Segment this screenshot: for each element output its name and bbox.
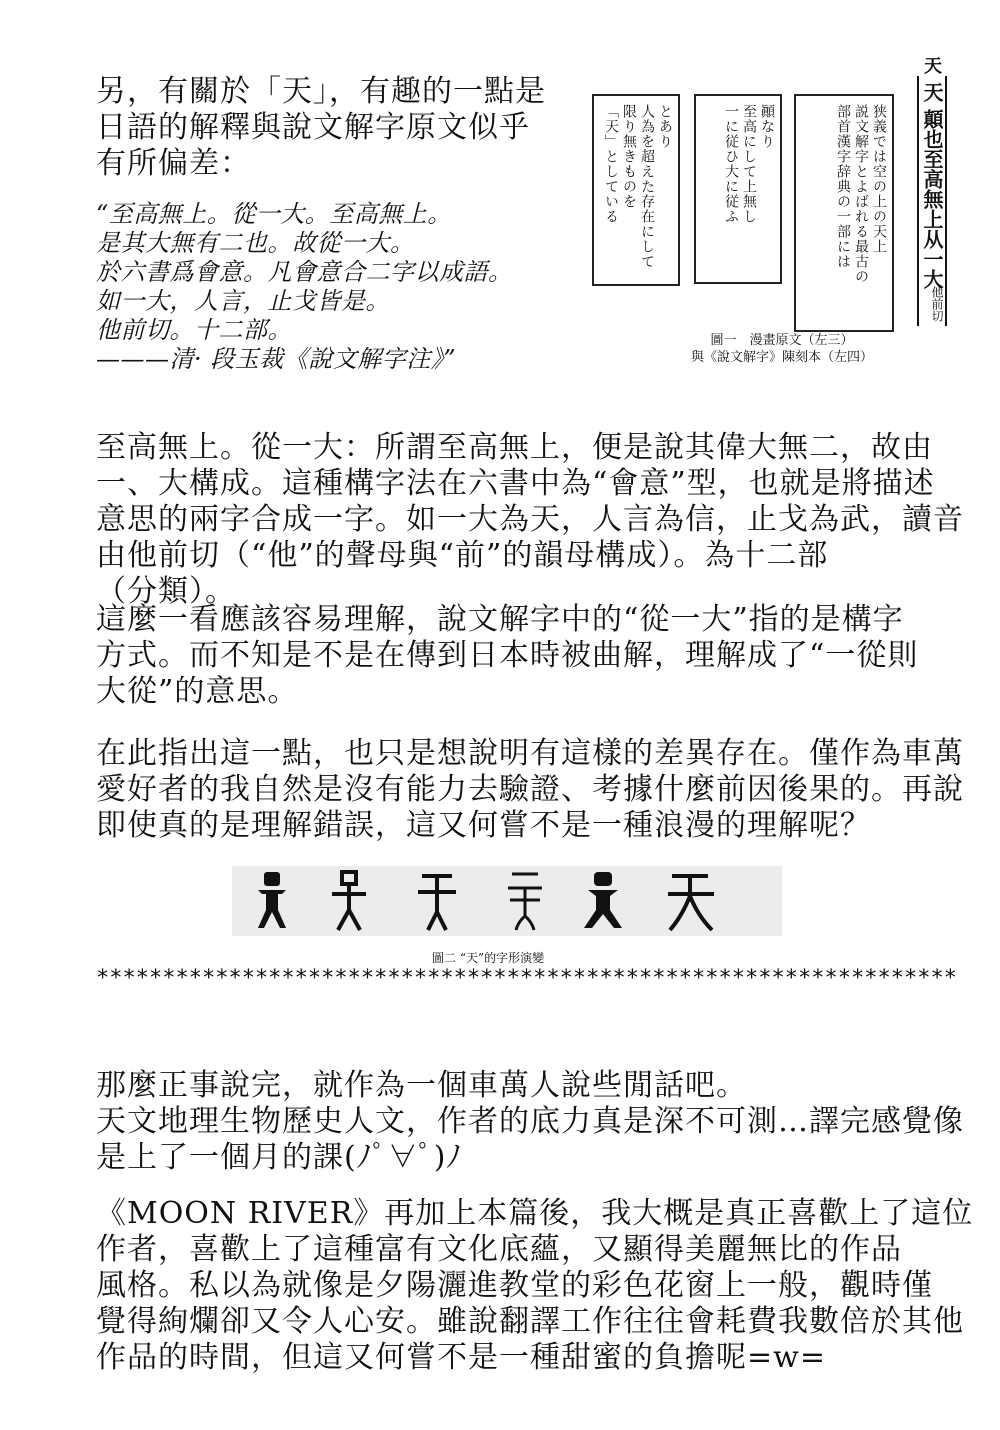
dict-header-char: 天 [921, 56, 942, 74]
paragraph-line: 作品的時間，但這又何嘗不是一種甜蜜的負擔呢=w= [96, 1340, 826, 1375]
textbox-line: 人為を超えた存在にして [639, 104, 655, 269]
paragraph-line: 這麼一看應該容易理解，說文解字中的“從一大”指的是構字 [96, 602, 904, 637]
paragraph-line: 大從”的意思。 [96, 674, 299, 709]
textbox-line: とあり [657, 104, 673, 149]
textbox-line: 一に従ひ大に従ふ [723, 104, 739, 224]
glyph-bronze [332, 872, 366, 930]
afterword-paragraph [96, 1196, 974, 1376]
explanation-paragraph [96, 430, 964, 610]
quote-line: “至高無上。從一大。至高無上。 [96, 200, 452, 228]
figure1-caption [672, 332, 892, 366]
glyph-evolution-figure [232, 866, 782, 936]
textbox-line: 顚なり [759, 104, 775, 149]
quote-line: 他前切。十二部。 [96, 316, 292, 344]
paragraph-line: 愛好者的我自然是沒有能力去驗證、考據什麼前因後果的。再說 [96, 772, 964, 807]
manga-textbox-3 [592, 94, 680, 286]
dict-reading: 他前切 [930, 286, 944, 322]
textbox-line: 「天」としている [603, 104, 619, 224]
paragraph-line: 一、大構成。這種構字法在六書中為“會意”型，也就是將描述 [96, 466, 935, 501]
figure1-caption-line: 圖一 漫畫原文（左三） [710, 333, 854, 348]
quote-attribution: ———清· 段玉裁《說文解字注》” [96, 345, 457, 373]
paragraph-line: 那麼正事說完，就作為一個車萬人說些閒話吧。 [96, 1068, 747, 1103]
afterword-intro-paragraph [96, 1068, 964, 1176]
paragraph-line: 風格。私以為就像是夕陽灑進教堂的彩色花窗上一般，觀時僅 [96, 1268, 933, 1303]
textbox-line: 説文解字とよばれる最古の [853, 104, 869, 284]
intro-paragraph [96, 74, 556, 182]
intro-line: 另，有關於「天」，有趣的一點是 [96, 74, 546, 109]
paragraph-line: 是上了一個月的課(ﾉﾟ∀ﾟ)ﾉ [96, 1140, 463, 1175]
paragraph-line: 由他前切（“他”的聲母與“前”的韻母構成）。為十二部 [96, 538, 829, 573]
paragraph-line: （分類）。 [96, 574, 236, 609]
quote-line: 於六書爲會意。凡會意合二字以成語。 [96, 258, 513, 286]
note-paragraph [96, 736, 964, 844]
paragraph-line: 作者，喜歡上了這種富有文化底蘊，又顯得美麗無比的作品 [96, 1232, 902, 1267]
paragraph-line: 天文地理生物歷史人文，作者的底力真是深不可測…譯完感覺像 [96, 1104, 964, 1139]
shuowen-dictionary-excerpt [920, 56, 944, 326]
textbox-line: 限り無きものを [621, 104, 637, 209]
asterisk-separator: ***************************************************************** [96, 966, 957, 991]
paragraph-line: 《MOON RIVER》再加上本篇後，我大概是真正喜歡上了這位 [96, 1196, 974, 1231]
shuowen-quote [96, 200, 566, 374]
textbox-line: 狭義では空の上の天上 [871, 104, 887, 254]
glyph-oracle-bone [258, 872, 286, 928]
glyph-regular [668, 876, 714, 930]
manga-textbox-2 [694, 94, 782, 284]
paragraph-line: 在此指出這一點，也只是想說明有這樣的差異存在。僅作為車萬 [96, 736, 964, 771]
glyph-early-seal [418, 876, 456, 930]
textbox-line: 部首漢字辞典の一部には [835, 104, 851, 269]
paragraph-line: 至高無上。從一大：所謂至高無上，便是說其偉大無二，故由 [96, 430, 933, 465]
manga-textbox-1 [794, 94, 894, 332]
glyph-clerical [584, 872, 622, 928]
figure2-caption: 圖二 “天”的字形演變 [432, 951, 545, 965]
paragraph-line: 方式。而不知是不是在傳到日本時被曲解，理解成了“一從則 [96, 638, 919, 673]
glyph-seal [508, 874, 542, 930]
glyph-evolution-drawing [232, 866, 782, 936]
paragraph-line: 覺得絢爛卻又令人心安。雖說翻譯工作往往會耗費我數倍於其他 [96, 1304, 964, 1339]
quote-line: 是其大無有二也。故從一大。 [96, 229, 415, 257]
textbox-line: 至高にして上無し [741, 104, 757, 224]
paragraph-line: 即使真的是理解錯誤，這又何嘗不是一種浪漫的理解呢？ [96, 808, 871, 843]
dict-entry: 天 顛也至高無上从一大 [920, 82, 944, 289]
paragraph-line: 意思的兩字合成一字。如一大為天，人言為信，止戈為武，讀音 [96, 502, 964, 537]
figure1-caption-line: 與《說文解字》陳刻本（左四） [690, 350, 873, 365]
interpretation-paragraph [96, 602, 946, 710]
quote-line: 如一大，人言，止戈皆是。 [96, 287, 390, 315]
intro-line: 日語的解釋與說文解字原文似乎 [96, 110, 530, 145]
intro-line: 有所偏差： [96, 146, 251, 181]
